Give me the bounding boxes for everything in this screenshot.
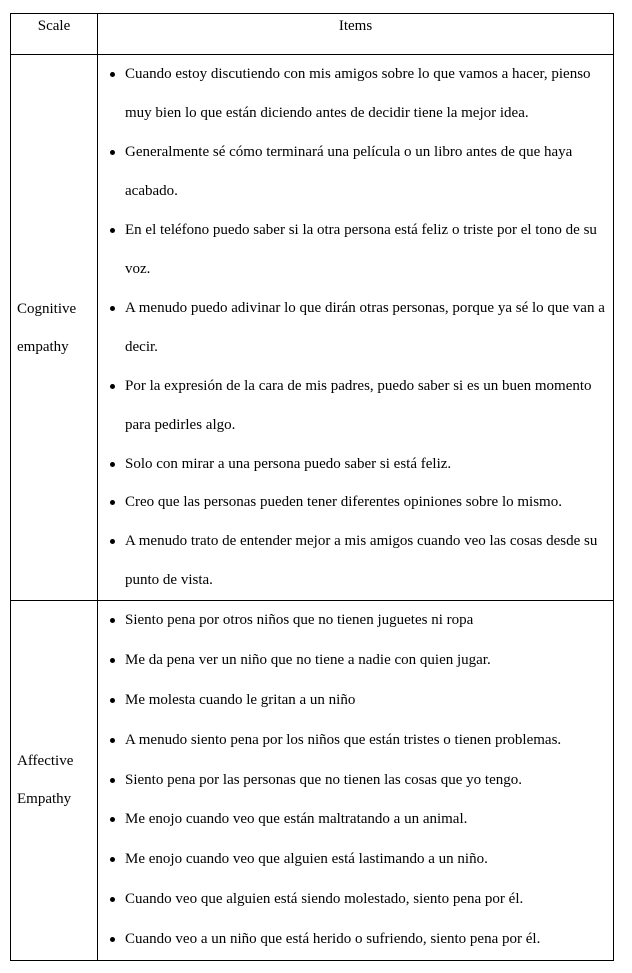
list-item: Me da pena ver un niño que no tiene a nadie con quien jugar.: [98, 641, 613, 681]
list-item: Me enojo cuando veo que están maltratando a un animal.: [98, 800, 613, 840]
header-items: Items: [98, 14, 614, 55]
items-cell-cognitive: [98, 55, 614, 601]
list-item: Me enojo cuando veo que alguien está lastimando a un niño.: [98, 840, 613, 880]
list-item: Solo con mirar a una persona puedo saber si está feliz.: [98, 445, 613, 484]
list-item: A menudo trato de entender mejor a mis amigos cuando veo las cosas desde su punto de vista.: [98, 522, 613, 600]
list-item: Cuando estoy discutiendo con mis amigos sobre lo que vamos a hacer, pienso muy bien lo que están diciendo antes de decidir tiene la mejor idea.: [98, 55, 613, 133]
items-cell-affective: [98, 601, 614, 960]
scale-label-affective: Affective Empathy: [11, 601, 98, 960]
list-item: A menudo siento pena por los niños que están tristes o tienen problemas.: [98, 721, 613, 761]
list-item: Siento pena por las personas que no tienen las cosas que yo tengo.: [98, 761, 613, 801]
list-item: En el teléfono puedo saber si la otra persona está feliz o triste por el tono de su voz.: [98, 211, 613, 289]
list-item: Por la expresión de la cara de mis padres, puedo saber si es un buen momento para pedirles algo.: [98, 367, 613, 445]
header-scale: Scale: [11, 14, 98, 55]
list-item: Generalmente sé cómo terminará una película o un libro antes de que haya acabado.: [98, 133, 613, 211]
list-item: Me molesta cuando le gritan a un niño: [98, 681, 613, 721]
list-item: A menudo puedo adivinar lo que dirán otras personas, porque ya sé lo que van a decir.: [98, 289, 613, 367]
scales-table: [10, 13, 614, 961]
list-item: Creo que las personas pueden tener diferentes opiniones sobre lo mismo.: [98, 483, 613, 522]
items-list-affective: [98, 601, 613, 959]
header-row: [11, 14, 614, 55]
list-item: Cuando veo a un niño que está herido o sufriendo, siento pena por él.: [98, 920, 613, 960]
list-item: Siento pena por otros niños que no tienen juguetes ni ropa: [98, 601, 613, 641]
table-row-affective: [11, 601, 614, 960]
table-row-cognitive: [11, 55, 614, 601]
scale-label-cognitive: Cognitive empathy: [11, 55, 98, 601]
items-list-cognitive: [98, 55, 613, 600]
list-item: Cuando veo que alguien está siendo molestado, siento pena por él.: [98, 880, 613, 920]
